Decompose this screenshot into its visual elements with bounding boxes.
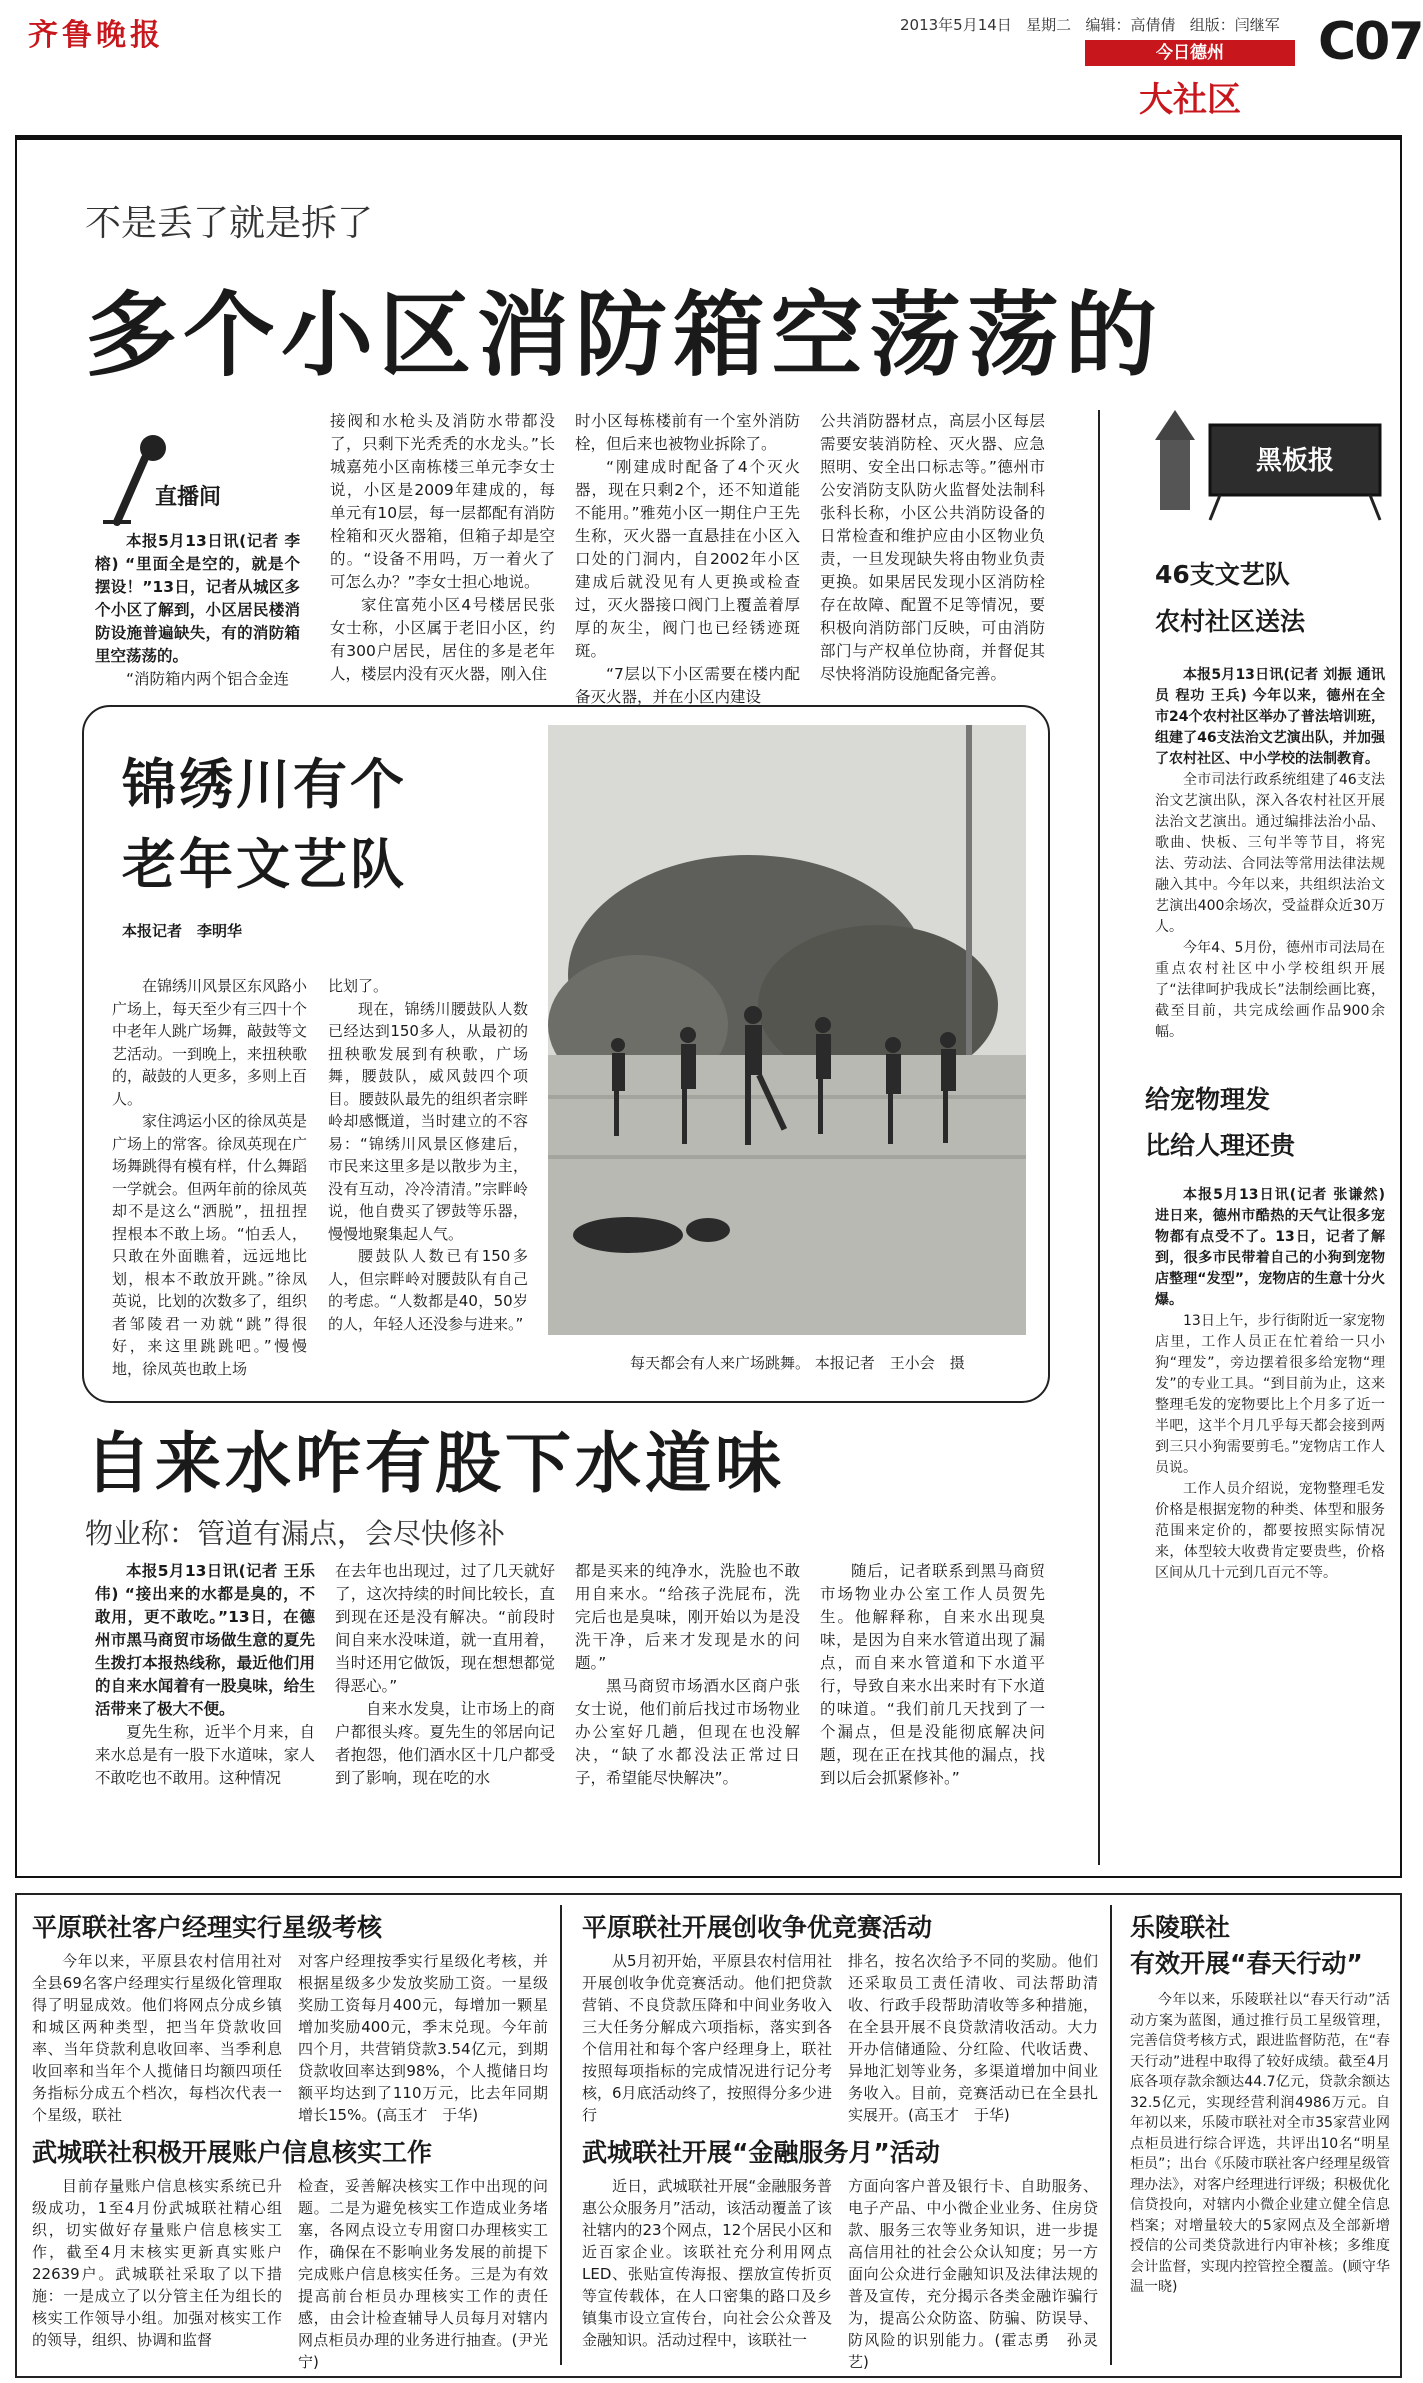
lead-column-2	[330, 410, 555, 695]
ad-a-title: 平原联社客户经理实行星级考核	[32, 1913, 383, 1942]
ad-e-title-1: 乐陵联社	[1130, 1913, 1231, 1942]
sidebar-headline-2a: 给宠物理发	[1145, 1085, 1271, 1114]
ad-b-title: 武城联社积极开展账户信息核实工作	[32, 2138, 433, 2167]
ad-divider-2	[1110, 1905, 1112, 2365]
ad-b-column-2	[298, 2175, 548, 2373]
paragraph: 公共消防器材点，高层小区每层需要安装消防栓、灭火器、应急照明、安全出口标志等。”德州市公安消防支队防火监督处法制科张科长称，小区公共消防设备的日常检查和维护应由小区物业负责，一旦发现缺失将由物业负责更换。如果居民发现小区消防栓存在故障、配置不足等情况，要积极向消防部门反映，可由消防部门与产权单位协商，并督促其尽快将消防设施配备完善。	[820, 412, 1045, 683]
ad-a-column-2	[298, 1950, 548, 2125]
paragraph: 本报5月13日讯(记者 刘振 通讯员 程功 王兵) 今年以来，德州在全市24个农村社区举办了普法培训班，组建了46支法治文艺演出队，并加强了农村社区、中小学校的法制教育。	[1155, 667, 1385, 767]
paragraph: 腰鼓队人数已有150多人，但宗畔岭对腰鼓队有自己的考虑。“人数都是40，50岁的人，年轻人还没参与进来。”	[328, 1247, 528, 1333]
paragraph: 本报5月13日讯(记者 王乐伟) “接出来的水都是臭的，不敢用，更不敢吃。”13日，在德州市黑马商贸市场做生意的夏先生拨打本报热线称，最近他们用的自来水闻着有一股臭味，给生活带来了极大不便。	[95, 1562, 315, 1718]
water-column-3	[575, 1560, 800, 1865]
paragraph: 时小区每栋楼前有一个室外消防栓，但后来也被物业拆除了。	[575, 412, 800, 453]
paragraph: 近日，武城联社开展“金融服务普惠公众服务月”活动，该活动覆盖了该社辖内的23个网点，12个居民小区和近百家企业。该联社充分利用网点LED、张贴宣传海报、摆放宣传折页等宣传载体，在人口密集的路口及乡镇集市设立宣传台，向社会公众普及金融知识。活动过程中，该联社一	[582, 2177, 832, 2349]
feature-column-1	[112, 975, 307, 1393]
ad-d-title: 武城联社开展“金融服务月”活动	[582, 2138, 940, 2167]
live-label: 直播间	[155, 485, 222, 510]
water-headline: 自来水咋有股下水道味	[85, 1425, 785, 1502]
paragraph: “7层以下小区需要在楼内配备灭火器，并在小区内建设	[575, 665, 800, 706]
paragraph: 夏先生称，近半个月来，自来水总是有一股下水道味，家人不敢吃也不敢用。这种情况	[95, 1723, 315, 1787]
paragraph: 家住鸿运小区的徐凤英是广场上的常客。徐凤英现在广场舞跳得有模有样，什么舞蹈一学就会。但两年前的徐凤英却不是这么“洒脱”，扭扭捏捏根本不敢上场。“怕丢人，只敢在外面瞧着，远远地比划，根本不敢放开跳。”徐凤英说，比划的次数多了，组织者邹陵君一劝就“跳”得很好，来这里跳跳吧。”慢慢地，徐凤英也敢上场	[112, 1112, 308, 1378]
water-subheadline: 物业称：管道有漏点，会尽快修补	[85, 1517, 506, 1550]
lead-column-3	[575, 410, 800, 706]
paragraph: 都是买来的纯净水，洗脸也不敢用自来水。“给孩子洗屁布，洗完后也是臭味，刚开始以为是没洗干净，后来才发现是水的问题。”	[575, 1562, 800, 1672]
feature-title-line-1: 锦绣川有个	[122, 753, 407, 816]
water-column-4	[820, 1560, 1045, 1865]
ad-e-title-2: 有效开展“春天行动”	[1130, 1949, 1363, 1978]
ad-c-column-2	[848, 1950, 1098, 2125]
paragraph: 检查，妥善解决核实工作中出现的问题。二是为避免核实工作造成业务堵塞，各网点设立专用窗口办理核实工作，确保在不影响业务发展的前提下完成账户信息核实任务。三是为有效提高前台柜员办理核实工作的责任感，由会计检查辅导人员每月对辖内网点柜员办理的业务进行抽查。(尹光宁)	[298, 2177, 548, 2371]
paragraph: 13日上午，步行街附近一家宠物店里，工作人员正在忙着给一只小狗“理发”，旁边摆着很多给宠物“理发”的专业工具。“到目前为止，这来整理毛发的宠物要比上个月多了近一半吧，这半个月几乎每天都会接到两到三只小狗需要剪毛。”宠物店工作人员说。	[1155, 1313, 1385, 1476]
sidebar-headline-2b: 比给人理还贵	[1145, 1131, 1296, 1160]
paragraph: 在锦绣川风景区东风路小广场上，每天至少有三四十个中老年人跳广场舞，敲鼓等文艺活动。一到晚上，来扭秧歌的，敲鼓的人更多，多则上百人。	[112, 977, 308, 1108]
issue-weekday: 星期二	[1026, 16, 1072, 34]
ad-d-column-1	[582, 2175, 832, 2373]
lead-column-1	[95, 530, 300, 695]
lead-kicker: 不是丢了就是拆了	[85, 203, 374, 244]
paragraph: “消防箱内两个铝合金连	[126, 670, 290, 688]
feature-column-2	[328, 975, 528, 1393]
paragraph: 黑马商贸市场酒水区商户张女士说，他们前后找过市场物业办公室好几趟，但现在也没解决，“缺了水都没法正常过日子，希望能尽快解决”。	[575, 1677, 800, 1787]
live-badge	[95, 430, 305, 530]
ad-divider-1	[560, 1905, 562, 2365]
lead-column-4	[820, 410, 1045, 695]
paragraph: 对客户经理按季实行星级化考核，并根据星级多少发放奖励工资。一星级奖励工资每月400元，每增加一颗星增加奖励400元，季末兑现。今年前四个月，共营销贷款3.54亿元，到期贷款收回率达到98%，个人揽储日均额平均达到了110万元，比去年同期增长15%。(高玉才 于华)	[298, 1952, 548, 2124]
paragraph: 自来水发臭，让市场上的商户都很头疼。夏先生的邻居向记者抱怨，他们酒水区十几户都受到了影响，现在吃的水	[335, 1700, 555, 1787]
newspaper-logo: 齐鲁晚报	[28, 18, 164, 53]
paragraph: 从5月初开始，平原县农村信用社开展创收争优竞赛活动。他们把贷款营销、不良贷款压降和中间业务收入三大任务分解成六项指标，落实到各个信用社和每个客户经理身上，联社按照每项指标的完成情况进行记分考核，6月底活动终了，按照得分多少进行	[582, 1952, 832, 2124]
feature-byline: 本报记者 李明华	[122, 922, 243, 940]
page-number: C07	[1318, 12, 1423, 72]
lead-headline: 多个小区消防箱空荡荡的	[85, 282, 1164, 389]
ad-c-column-1	[582, 1950, 832, 2125]
paragraph: 接阀和水枪头及消防水带都没了，只剩下光秃秃的水龙头。”长城嘉苑小区南栋楼三单元李女士说，小区是2009年建成的，每单元有10层，每一层都配有消防栓箱和灭火器箱，但箱子却是空的。“设备不用吗，万一着火了可怎么办？”李女士担心地说。	[330, 412, 555, 591]
paragraph: 本报5月13日讯(记者 李榕) “里面全是空的，就是个摆设！”13日，记者从城区多个小区了解到，小区居民楼消防设施普遍缺失，有的消防箱里空荡荡的。	[95, 532, 300, 665]
paragraph: 比划了。	[328, 977, 389, 995]
paragraph: 目前存量账户信息核实系统已升级成功，1至4月份武城联社精心组织，切实做好存量账户信息核实工作，截至4月末核实更新真实账户22639户。武城联社采取了以下措施：一是成立了以分管主任为组长的核实工作领导小组。加强对核实工作的领导，组织、协调和监督	[32, 2177, 282, 2349]
blackboard-badge	[1115, 410, 1395, 525]
paragraph: 今年4、5月份，德州市司法局在重点农村社区中小学校组织开展了“法律呵护我成长”法制绘画比赛，截至目前，共完成绘画作品900余幅。	[1155, 940, 1385, 1040]
paragraph: 现在，锦绣川腰鼓队人数已经达到150多人，从最初的扭秧歌发展到有秧歌，广场舞，腰鼓队，威风鼓四个项目。腰鼓队最先的组织者宗畔岭却感慨道，当时建立的不容易：“锦绣川风景区修建后，市民来这里多是以散步为主，没有互动，冷冷清清。”宗畔岭说，他自费买了锣鼓等乐器，慢慢地聚集起人气。	[328, 999, 528, 1243]
paragraph: 本报5月13日讯(记者 张谦然) 进日来，德州市酷热的天气让很多宠物都有点受不了。13日，记者了解到，很多市民带着自己的小狗到宠物店整理“发型”，宠物店的生意十分火爆。	[1155, 1187, 1385, 1308]
paragraph: 在去年也出现过，过了几天就好了，这次持续的时间比较长，直到现在还是没有解决。“前段时间自来水没味道，就一直用着，当时还用它做饭，现在想想都觉得恶心。”	[335, 1562, 555, 1695]
paragraph: 随后，记者联系到黑马商贸市场物业办公室工作人员贺先生。他解释称，自来水出现臭味，是因为自来水管道出现了漏点，而自来水管道和下水道平行，导致自来水出来时有下水道的味道。“我们前几天找到了一个漏点，但是没能彻底解决问题，现在正在找其他的漏点，找到以后会抓紧修补。”	[820, 1562, 1045, 1787]
sidebar-divider	[1098, 410, 1100, 1865]
editor-credit: 编辑：高倩倩	[1085, 16, 1176, 34]
paragraph: 方面向客户普及银行卡、自助服务、电子产品、中小微企业业务、住房贷款、服务三农等业务知识，进一步提高信用社的社会公众认知度；另一方面向公众进行金融知识及法律法规的普及宣传，充分揭示各类金融诈骗行为，提高公众防盗、防骗、防误导、防风险的识别能力。(霍志勇 孙灵艺)	[848, 2177, 1098, 2371]
paragraph: 全市司法行政系统组建了46支法治文艺演出队，深入各农村社区开展法治文艺演出。通过编排法治小品、歌曲、快板、三句半等节目，将宪法、劳动法、合同法等常用法律法规融入其中。今年以来，共组织法治文艺演出400余场次，受益群众近30万人。	[1155, 772, 1385, 935]
section-city: 今日德州	[1085, 40, 1295, 66]
photo-caption: 每天都会有人来广场跳舞。 本报记者 王小会 摄	[630, 1354, 965, 1372]
paragraph: 今年以来，乐陵联社以“春天行动”活动方案为蓝图，通过推行员工星级管理，完善信贷考核方式，跟进监督防范，在“春天行动”进程中取得了较好成绩。截至4月底各项存款余额达44.7亿元，贷款余额达32.5亿元，实现经营利润4986万元。自年初以来，乐陵市联社对全市35家营业网点柜员进行综合评选，共评出10名“明星柜员”；出台《乐陵市联社客户经理星级管理办法》，对客户经理进行评级；积极优化信贷投向，对辖内小微企业建立健全信息档案；对增量较大的5家网点及全部新增授信的公司类贷款进行内审补核；多维度会计监督，实现内控管控全覆盖。(顾守华 温一晓)	[1130, 1992, 1404, 2295]
paragraph: 今年以来，平原县农村信用社对全县69名客户经理实行星级化管理取得了明显成效。他们将网点分成乡镇和城区两种类型，把当年贷款收回率、当年贷款利息收回率、当季利息收回率和当年个人揽储日均额四项任务指标分成五个档次，每档次代表一个星级，联社	[32, 1952, 282, 2124]
designer-credit: 组版：闫继军	[1189, 16, 1280, 34]
paragraph: 工作人员介绍说，宠物整理毛发价格是根据宠物的种类、体型和服务范围来定价的，都要按照实际情况来，体型较大收费肯定要贵些，价格区间从几十元到几百元不等。	[1155, 1481, 1385, 1581]
photo-illustration	[548, 725, 1026, 1335]
ad-e-body	[1130, 1990, 1404, 2373]
issue-meta	[900, 14, 1280, 35]
feature-title-line-2: 老年文艺队	[122, 833, 407, 896]
ad-d-column-2	[848, 2175, 1098, 2373]
section-badge	[1085, 40, 1295, 118]
sidebar-article-1	[1155, 665, 1385, 1045]
sidebar-article-2	[1155, 1185, 1385, 1865]
ad-a-column-1	[32, 1950, 282, 2125]
ad-c-title: 平原联社开展创收争优竞赛活动	[582, 1913, 933, 1942]
paragraph: 家住富苑小区4号楼居民张女士称，小区属于老旧小区，约有300户居民，居住的多是老年人，楼层内没有灭火器，刚入住	[330, 596, 555, 683]
issue-date: 2013年5月14日	[900, 16, 1012, 34]
paragraph: 排名，按名次给予不同的奖励。他们还采取员工责任清收、司法帮助清收、行政手段帮助清收等多种措施，在全县开展不良贷款清收活动。大力开办信储通险、分红险、代收话费、异地汇划等业务，多渠道增加中间业务收入。目前，竞赛活动已在全县扎实展开。(高玉才 于华)	[848, 1952, 1098, 2124]
section-name: 大社区	[1139, 80, 1241, 120]
blackboard-label: 黑板报	[1255, 446, 1334, 476]
water-column-1	[95, 1560, 315, 1865]
paragraph: “刚建成时配备了4个灭火器，现在只剩2个，还不知道能不能用。”雅苑小区一期住户王先生称，灭火器一直悬挂在小区入口处的门洞内，自2002年小区建成后就没见有人更换或检查过，灭火器接口阀门上覆盖着厚厚的灰尘，阀门也已经锈迹斑斑。	[575, 458, 800, 660]
ad-b-column-1	[32, 2175, 282, 2373]
water-column-2	[335, 1560, 555, 1865]
sidebar-headline-1b: 农村社区送法	[1155, 607, 1306, 636]
dance-photo	[548, 725, 1026, 1335]
sidebar-headline-1a: 46支文艺队	[1155, 560, 1290, 589]
